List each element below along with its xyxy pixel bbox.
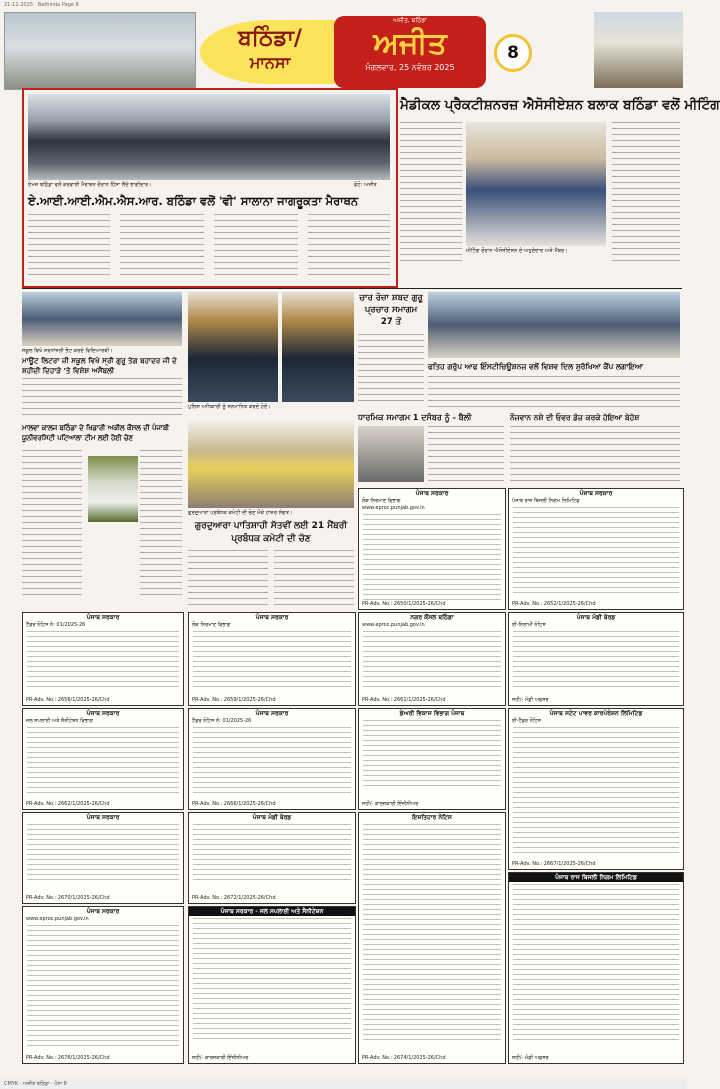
- notice-pr-number: PR-Adv. No.: 2659/1/2025-26/Chd: [192, 697, 276, 703]
- police-caption: ਪੁਲਿਸ ਅਧਿਕਾਰੀ ਨੂੰ ਸਨਮਾਨਿਤ ਕਰਦੇ ਹੋਏ।: [188, 404, 271, 410]
- notice-power-1: [508, 488, 684, 610]
- notice-title: ਇਸ਼ਤਿਹਾਰ ਨੋਟਿਸ: [412, 814, 452, 821]
- marathon-headline: ਏ.ਆਈ.ਆਈ.ਐਮ.ਐਸ.ਆਰ. ਬਠਿੰਡਾ ਵਲੋਂ 'ਵੀ' ਸਾਲਾਨਾ ਜਾਗਰੂਕਤਾ ਮੈਰਾਥਨ: [28, 194, 359, 208]
- notice-row3-b: [188, 708, 356, 810]
- gurdwara-caption: ਗੁਰਦੁਆਰਾ ਪ੍ਰਬੰਧਕ ਕਮੇਟੀ ਦੀ ਚੋਣ ਮੌਕੇ ਹਾਜ਼ਰ ਸੰਗਤ।: [188, 510, 293, 516]
- notice-body-text: [363, 720, 501, 786]
- notice-signatory: ਸਹੀ/- ਕਾਰਜਕਾਰੀ ਇੰਜੀਨੀਅਰ: [192, 1055, 249, 1061]
- notice-title: ਪੰਜਾਬ ਸਰਕਾਰ: [86, 814, 120, 821]
- notice-body-text: [27, 727, 179, 793]
- ajit-small-label: ਅਜੀਤ, ਬਠਿੰਡਾ: [393, 17, 427, 24]
- marathon-body-col2: [120, 214, 204, 280]
- notice-body-text: [513, 884, 679, 1040]
- college-body-col1: [22, 450, 82, 600]
- notice-title: ਪੰਜਾਬ ਸਰਕਾਰ: [255, 710, 289, 717]
- medical-body-col1: [400, 122, 462, 262]
- notice-signatory: ਸਹੀ/- ਕਾਰਜਕਾਰੀ ਇੰਜੀਨੀਅਰ: [362, 801, 419, 807]
- print-info-strip: 21-11-2025 · Bathinda Page 8: [4, 2, 79, 8]
- notice-pr-number: PR-Adv. No.: 2674/1/2025-26/Chd: [362, 1055, 446, 1061]
- boy-body: [510, 426, 680, 482]
- notice-title: ਪੰਜਾਬ ਮੰਡੀ ਬੋਰਡ: [252, 814, 292, 821]
- school-caption: ਸਕੂਲ ਵਿਖੇ ਸ਼ਰਧਾਂਜਲੀ ਭੇਟ ਕਰਦੇ ਵਿਦਿਆਰਥੀ।: [22, 348, 113, 354]
- ajit-logo-block: [334, 16, 486, 88]
- notice-mandi-board-2: [188, 812, 356, 904]
- notice-body-text: [363, 631, 501, 689]
- notice-site: www.eproc.punjab.gov.in: [362, 505, 425, 511]
- notice-signatory: ਸਹੀ/- ਮੰਡੀ ਅਫ਼ਸਰ: [512, 1055, 549, 1061]
- notice-ref-number: ਟੈਂਡਰ ਨੋਟਿਸ ਨੰ: 01/2025-26: [26, 622, 86, 628]
- notice-dept: ਲੋਕ ਨਿਰਮਾਣ ਵਿਭਾਗ: [192, 622, 231, 628]
- religious-headline: ਧਾਰਮਿਕ ਸਮਾਗਮ 1 ਦਸੰਬਰ ਨੂੰ - ਬੈਲੀ: [358, 413, 472, 422]
- notice-pr-number: PR-Adv. No.: 2661/1/2025-26/Chd: [362, 697, 446, 703]
- city-line-mansa: ਮਾਨਸਾ: [249, 53, 291, 72]
- notice-dept: ਜਲ ਸਪਲਾਈ ਅਤੇ ਸੈਨੀਟੇਸ਼ਨ ਵਿਭਾਗ: [26, 718, 93, 724]
- school-headline: ਮਾਊਂਟ ਲਿਟਰਾ ਜ਼ੀ ਸਕੂਲ ਵਿਖੇ ਸ੍ਰੀ ਗੁਰੂ ਤੇਗ ਬਹਾਦਰ ਜੀ ਦੇ ਸ਼ਹੀਦੀ ਦਿਹਾੜੇ 'ਤੇ ਵਿਸ਼ੇਸ਼ ਅਸੈਂਬਲੀ: [22, 356, 177, 375]
- notice-pr-number: PR-Adv. No.: 2667/1/2025-26/Chd: [512, 861, 596, 867]
- gurdwara-headline: ਗੁਰਦੁਆਰਾ ਪਾਤਿਸ਼ਾਹੀ ਸੱਤਵੀਂ ਲਈ 21 ਮੈਂਬਰੀ ਪ੍ਰਬੰਧਕ ਕਮੇਟੀ ਦੀ ਚੋਣ: [194, 521, 348, 544]
- marathon-credit: ਫੋਟੋ: ਅਜੀਤ: [354, 182, 377, 188]
- ajit-logo: ਅਜੀਤ: [373, 26, 447, 61]
- notice-row5-a: [22, 906, 184, 1064]
- notice-dept: ਲੋਕ ਨਿਰਮਾਣ ਵਿਭਾਗ: [362, 498, 401, 504]
- notice-body-text: [27, 631, 179, 689]
- masthead: [4, 12, 683, 88]
- issue-date: ਮੰਗਲਵਾਰ, 25 ਨਵੰਬਰ 2025: [365, 63, 455, 72]
- religious-body: [428, 426, 504, 482]
- notice-body-text: [363, 514, 501, 600]
- notice-title: ਪੰਜਾਬ ਮੰਡੀ ਬੋਰਡ: [576, 614, 616, 621]
- notice-body-text: [513, 727, 679, 853]
- police-officer-photo-1: [188, 292, 278, 402]
- notice-subtitle: ਈ-ਨਿਲਾਮੀ ਨੋਟਿਸ: [512, 622, 546, 628]
- notice-body-text: [193, 727, 351, 793]
- notice-subtitle: ਈ-ਟੈਂਡਰ ਨੋਟਿਸ: [512, 718, 541, 724]
- city-line-bathinda: ਬਠਿੰਡਾ/: [238, 25, 302, 51]
- camp-team-photo: [428, 292, 680, 358]
- college-body-col2: [140, 450, 182, 600]
- notice-title: ਪੰਜਾਬ ਸਰਕਾਰ: [86, 614, 120, 621]
- notice-row5-b: [188, 906, 356, 1064]
- school-assembly-photo: [22, 292, 182, 346]
- notice-pr-number: PR-Adv. No.: 2650/1/2025-26/Chd: [362, 601, 446, 607]
- notice-black-header: ਪੰਜਾਬ ਸਰਕਾਰ - ਜਲ ਸਪਲਾਈ ਅਤੇ ਸੈਨੀਟੇਸ਼ਨ: [189, 907, 355, 916]
- notice-body-text: [193, 918, 351, 1040]
- notice-body-text: [27, 925, 179, 1047]
- notice-body-text: [513, 507, 679, 593]
- notice-title: ਨਗਰ ਕੌਂਸਲ ਬਠਿੰਡਾ: [410, 614, 454, 621]
- notice-pr-number: PR-Adv. No.: 2666/1/2025-26/Chd: [192, 801, 276, 807]
- gurdwara-body-col2: [274, 550, 354, 610]
- notice-body-text: [363, 824, 501, 1040]
- college-headline: ਮਾਲਵਾ ਕਾਲਜ ਬਠਿੰਡਾ ਦੇ ਖਿਡਾਰੀ ਅਕੀਲ ਕੌਂਸਲ ਦੀ ਪੰਜਾਬੀ ਯੂਨੀਵਰਸਿਟੀ ਪਟਿਆਲਾ ਟੀਮ ਲਈ ਹੋਈ ਚੋਣ: [22, 424, 170, 442]
- camp-body: [428, 376, 680, 408]
- kirtan-headline: ਚਾਰ ਰੋਜ਼ਾ ਸ਼ਬਦ ਗੁਰੂ ਪ੍ਰਚਾਰ ਸਮਾਗਮ 27 ਤੋਂ: [359, 293, 423, 327]
- notice-pr-number: PR-Adv. No.: 2656/1/2025-26/Chd: [26, 697, 110, 703]
- notice-pr-number: PR-Adv. No.: 2676/1/2025-26/Chd: [26, 1055, 110, 1061]
- camp-headline: ਫਤਿਹ ਗਰੁੱਪ ਆਫ ਇੰਸਟੀਚਿਊਸ਼ਨਜ਼ ਵਲੋਂ ਵਿਸ਼ਵ ਦਿਲ ਸੁਰੱਖਿਆ ਕੈਂਪ ਲਗਾਇਆ: [428, 362, 644, 371]
- notice-body-text: [193, 824, 351, 880]
- page-number: 8: [494, 34, 532, 72]
- boy-headline: ਨੌਜਵਾਨ ਨਸ਼ੇ ਦੀ ਓਵਰ ਡੋਜ਼ ਕਰਕੇ ਹੋਇਆ ਬੇਹੋਸ਼: [510, 413, 640, 422]
- notice-row5-c: [508, 872, 684, 1064]
- school-body: [22, 378, 182, 418]
- medical-headline: ਮੈਡੀਕਲ ਪ੍ਰੈਕਟੀਸ਼ਨਰਜ਼ ਐਸੋਸੀਏਸ਼ਨ ਬਲਾਕ ਬਠਿੰਡਾ ਵਲੋਂ ਮੀਟਿੰਗ: [400, 97, 720, 113]
- marathon-body-col3: [214, 214, 298, 280]
- notice-title: ਪੰਜਾਬ ਸਰਕਾਰ: [579, 490, 613, 497]
- print-footer: CMYK · ਅਜੀਤ ਬਠਿੰਡਾ · ਪੰਨਾ 8: [0, 1079, 687, 1089]
- notice-title: ਪੰਜਾਬ ਸਰਕਾਰ: [255, 614, 289, 621]
- notice-site: www.eproc.punjab.gov.in: [362, 622, 425, 628]
- masthead-fort-photo: [594, 12, 683, 88]
- city-section-label: [200, 20, 340, 84]
- notice-signatory: ਸਹੀ/- ਮੰਡੀ ਅਫ਼ਸਰ: [512, 697, 549, 703]
- notice-pr-number: PR-Adv. No.: 2652/1/2025-26/Chd: [512, 601, 596, 607]
- notice-title: ਪੰਜਾਬ ਸਟੇਟ ਪਾਵਰ ਕਾਰਪੋਰੇਸ਼ਨ ਲਿਮਿਟਿਡ: [549, 710, 643, 717]
- notice-ref-number: ਟੈਂਡਰ ਨੋਟਿਸ ਨੰ: 01/2025-26: [192, 718, 252, 724]
- notice-nagar-council: [358, 612, 506, 706]
- notice-mandi-board-1: [508, 612, 684, 706]
- medical-meeting-photo: [466, 122, 606, 246]
- notice-title: ਪੰਜਾਬ ਸਰਕਾਰ: [86, 710, 120, 717]
- notice-site: www.eproc.punjab.gov.in: [26, 916, 89, 922]
- gurdwara-gathering-photo: [188, 420, 354, 508]
- notice-title: ਪੰਜਾਬ ਸਰਕਾਰ: [415, 490, 449, 497]
- college-student-photo: [88, 456, 138, 522]
- marathon-caption: ਏਮਜ਼ ਬਠਿੰਡਾ ਵਲੋਂ ਕਰਵਾਈ ਮੈਰਾਥਨ ਦੌਰਾਨ ਹਿੱਸਾ ਲੈਂਦੇ ਭਾਗੀਦਾਰ।: [28, 182, 152, 188]
- marathon-photo: [28, 94, 390, 180]
- notice-pr-number: PR-Adv. No.: 2662/1/2025-26/Chd: [26, 801, 110, 807]
- medical-body-col2: [612, 122, 680, 262]
- notice-row4-a: [22, 812, 184, 904]
- notice-body-text: [193, 631, 351, 689]
- marathon-body-col1: [28, 214, 110, 280]
- notice-public-works-1: [358, 488, 506, 610]
- notice-row3-c: [358, 708, 506, 810]
- notice-pr-number: PR-Adv. No.: 2672/1/2025-26/Chd: [192, 895, 276, 901]
- divider-1: [22, 288, 682, 289]
- masthead-thermal-plant-photo: [4, 12, 196, 90]
- notice-pr-number: PR-Adv. No.: 2670/1/2025-26/Chd: [26, 895, 110, 901]
- notice-college-tender: [22, 612, 184, 706]
- religious-leader-photo: [358, 426, 424, 482]
- gurdwara-body-col1: [188, 550, 268, 610]
- medical-caption: ਮੀਟਿੰਗ ਦੌਰਾਨ ਐਸੋਸੀਏਸ਼ਨ ਦੇ ਅਹੁਦੇਦਾਰ ਅਤੇ ਮੈਂਬਰ।: [466, 248, 568, 254]
- notice-ishtihar: [358, 812, 506, 1064]
- notice-body-text: [27, 824, 179, 880]
- notice-public-works-2: [188, 612, 356, 706]
- kirtan-body: [358, 334, 424, 404]
- marathon-story: [22, 88, 398, 288]
- notice-title: ਪੰਜਾਬ ਸਰਕਾਰ: [86, 908, 120, 915]
- notice-black-header: ਪੰਜਾਬ ਰਾਜ ਬਿਜਲੀ ਨਿਗਮ ਲਿਮਿਟਿਡ: [509, 873, 683, 882]
- notice-dept: ਪੰਜਾਬ ਰਾਜ ਬਿਜਲੀ ਨਿਗਮ ਲਿਮਿਟਿਡ: [512, 498, 580, 504]
- marathon-body-col4: [308, 214, 390, 280]
- police-officer-photo-2: [282, 292, 354, 402]
- notice-row3-a: [22, 708, 184, 810]
- notice-title: ਡੇਅਰੀ ਵਿਕਾਸ ਵਿਭਾਗ ਪੰਜਾਬ: [399, 710, 465, 717]
- notice-body-text: [513, 631, 679, 689]
- notice-pspcl: [508, 708, 684, 870]
